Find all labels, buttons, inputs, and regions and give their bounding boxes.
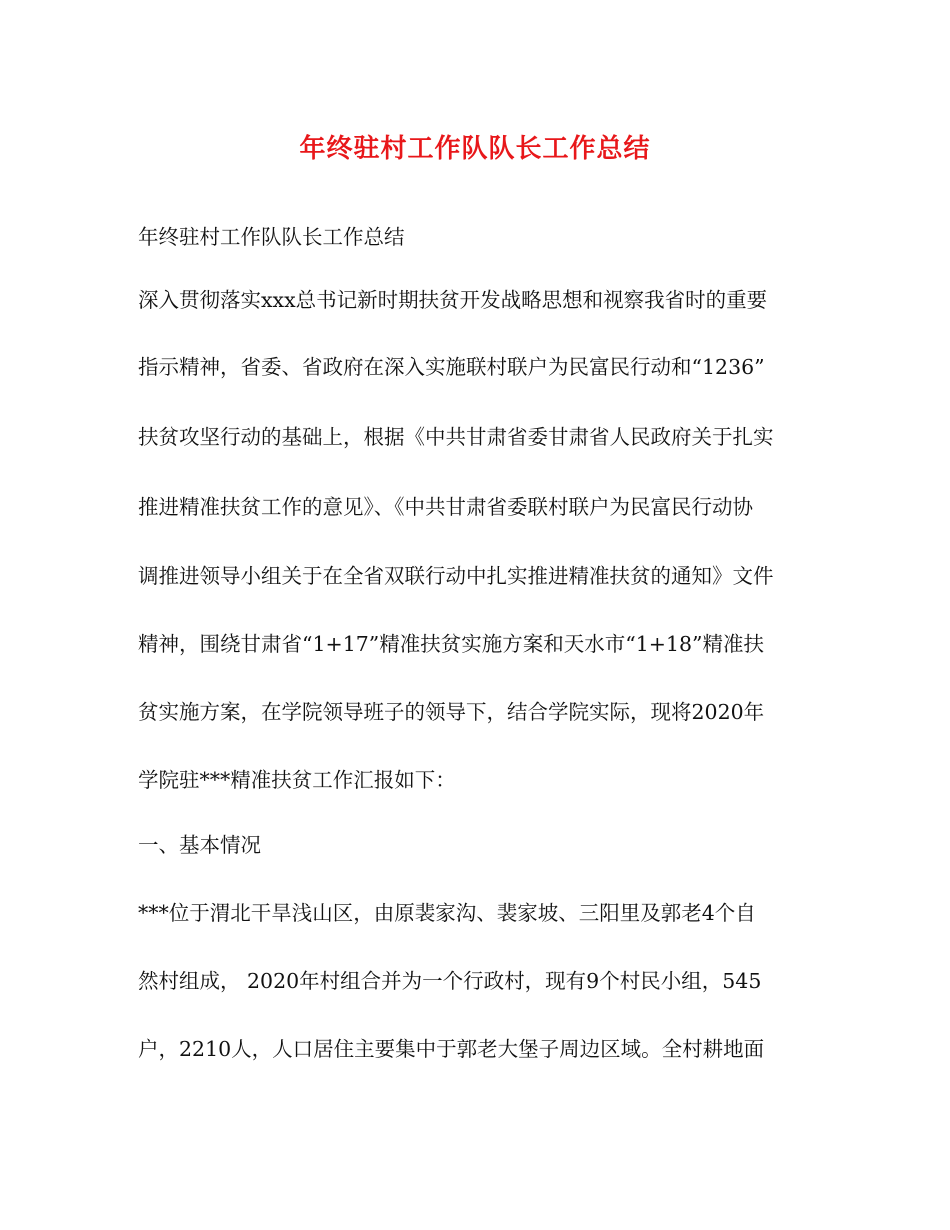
- body-line: 户，2210人，人口居住主要集中于郭老大堡子周边区域。全村耕地面: [138, 1037, 765, 1061]
- body-line: 然村组成， 2020年村组合并为一个行政村，现有9个村民小组，545: [138, 969, 762, 993]
- body-line: 扶贫攻坚行动的基础上，根据《中共甘肃省委甘肃省人民政府关于扎实: [138, 425, 774, 449]
- body-line: 贫实施方案，在学院领导班子的领导下，结合学院实际，现将2020年: [138, 700, 765, 724]
- body-line: 推进精准扶贫工作的意见》、《中共甘肃省委联村联户为民富民行动协: [138, 495, 753, 519]
- subtitle-line: 年终驻村工作队队长工作总结: [138, 225, 405, 249]
- body-line: 深入贯彻落实xxx总书记新时期扶贫开发战略思想和视察我省时的重要: [138, 288, 768, 312]
- body-line: 指示精神，省委、省政府在深入实施联村联户为民富民行动和“1236”: [138, 355, 765, 379]
- body-line: 学院驻***精准扶贫工作汇报如下：: [138, 768, 456, 792]
- document-title: 年终驻村工作队队长工作总结: [299, 134, 651, 164]
- section-heading: 一、基本情况: [138, 833, 261, 857]
- body-line: ***位于渭北干旱浅山区，由原裴家沟、裴家坡、三阳里及郭老4个自: [138, 901, 756, 925]
- body-line: 精神，围绕甘肃省“1+17”精准扶贫实施方案和天水市“1+18”精准扶: [138, 632, 765, 656]
- body-line: 调推进领导小组关于在全省双联行动中扎实推进精准扶贫的通知》文件: [138, 564, 774, 588]
